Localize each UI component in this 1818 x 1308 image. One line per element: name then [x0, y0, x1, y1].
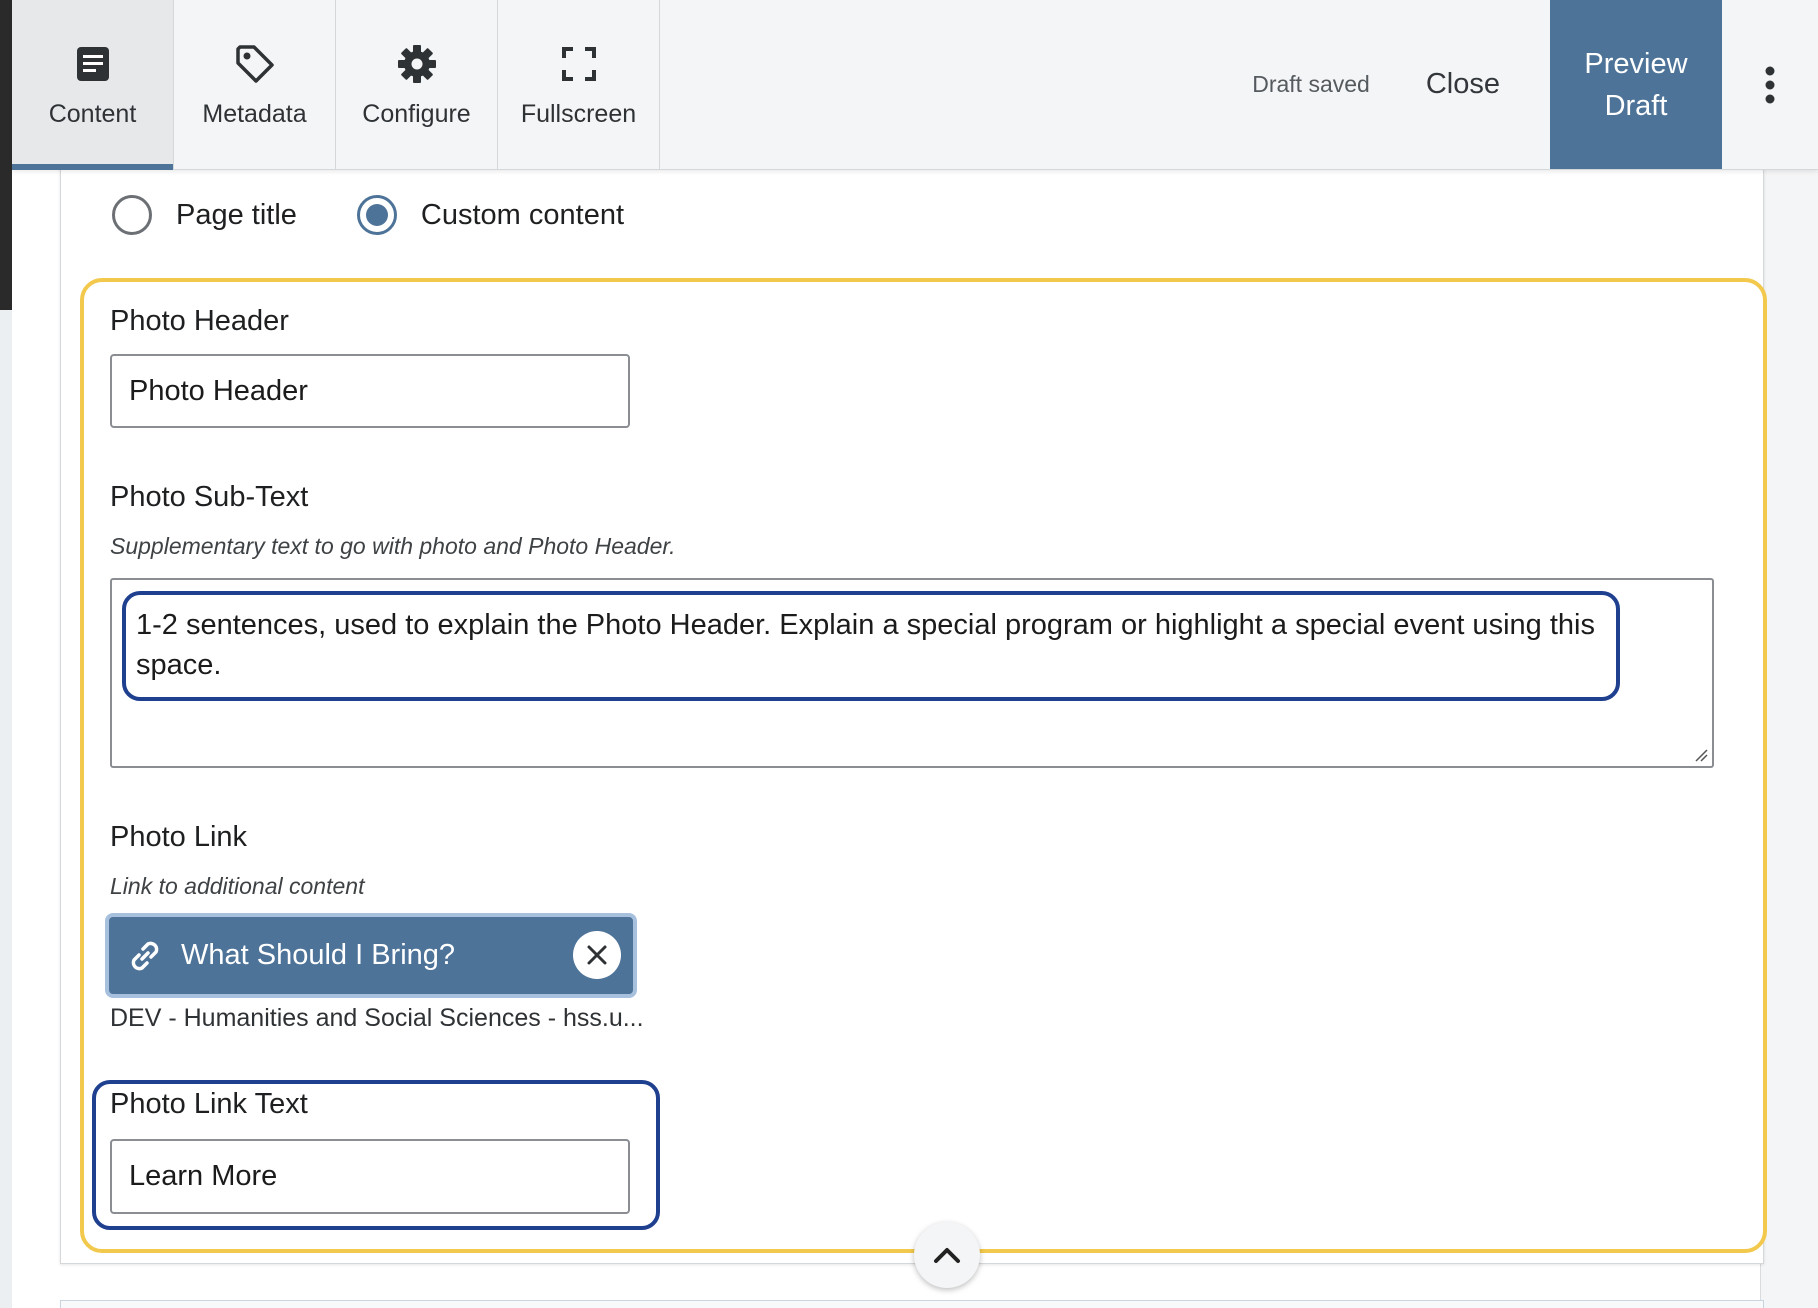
photo-link-chip-body[interactable]	[109, 917, 633, 994]
collapse-button[interactable]	[914, 1222, 980, 1288]
tab-content-label: Content	[48, 99, 137, 128]
more-options-button[interactable]	[1722, 0, 1818, 169]
kebab-menu-icon	[1764, 65, 1776, 105]
toolbar-spacer	[660, 0, 1252, 169]
photo-header-input[interactable]: Photo Header	[110, 354, 630, 428]
radio-custom-content[interactable]	[357, 195, 624, 235]
tab-metadata-label: Metadata	[202, 99, 307, 128]
close-button[interactable]: Close	[1425, 68, 1500, 100]
photo-subtext-label: Photo Sub-Text	[110, 481, 309, 513]
right-panel-edge	[1760, 170, 1818, 1308]
title-source-radio-group	[112, 195, 684, 235]
preview-label-line1: Preview	[1584, 47, 1688, 80]
background-edge	[0, 0, 12, 310]
preview-label-line2: Draft	[1604, 89, 1668, 122]
draft-status: Draft saved	[1252, 71, 1370, 97]
photo-header-label: Photo Header	[110, 305, 289, 337]
document-icon	[71, 42, 115, 86]
close-icon	[586, 944, 608, 966]
photo-subtext-text[interactable]: 1-2 sentences, used to explain the Photo Header. Explain a special program or highlight a special event using this space.	[122, 591, 1620, 701]
radio-button-unchecked[interactable]	[112, 195, 152, 235]
photo-link-label: Photo Link	[110, 821, 248, 853]
photo-link-text-input[interactable]: Learn More	[110, 1139, 630, 1214]
next-card-edge	[60, 1300, 1764, 1308]
background-edge-lower	[0, 310, 12, 1308]
tab-configure[interactable]	[336, 0, 498, 170]
tab-configure-label: Configure	[362, 99, 471, 128]
photo-link-meta: DEV - Humanities and Social Sciences - hss.u...	[110, 1004, 644, 1032]
photo-link-text-label: Photo Link Text	[110, 1088, 308, 1120]
radio-page-title-label: Page title	[176, 198, 297, 231]
preview-draft-button[interactable]	[1550, 0, 1722, 169]
radio-button-checked[interactable]	[357, 195, 397, 235]
photo-link-chip[interactable]	[105, 913, 637, 998]
tab-metadata[interactable]	[174, 0, 336, 170]
photo-subtext-description: Supplementary text to go with photo and Photo Header.	[110, 533, 676, 559]
tab-fullscreen-label: Fullscreen	[520, 99, 637, 128]
radio-page-title[interactable]	[112, 195, 297, 235]
remove-link-button[interactable]	[573, 931, 621, 979]
gear-icon	[395, 42, 439, 86]
radio-dot	[366, 204, 388, 226]
tab-content[interactable]	[12, 0, 174, 170]
fullscreen-icon	[557, 42, 601, 86]
photo-link-description: Link to additional content	[110, 873, 365, 899]
radio-custom-content-label: Custom content	[420, 198, 625, 231]
editor-toolbar	[12, 0, 1818, 170]
tab-fullscreen[interactable]	[498, 0, 660, 170]
resize-handle-icon[interactable]	[1692, 746, 1708, 762]
link-icon	[125, 936, 165, 976]
tag-icon	[233, 42, 277, 86]
chevron-up-icon	[932, 1245, 962, 1265]
photo-link-title: What Should I Bring?	[181, 939, 456, 971]
